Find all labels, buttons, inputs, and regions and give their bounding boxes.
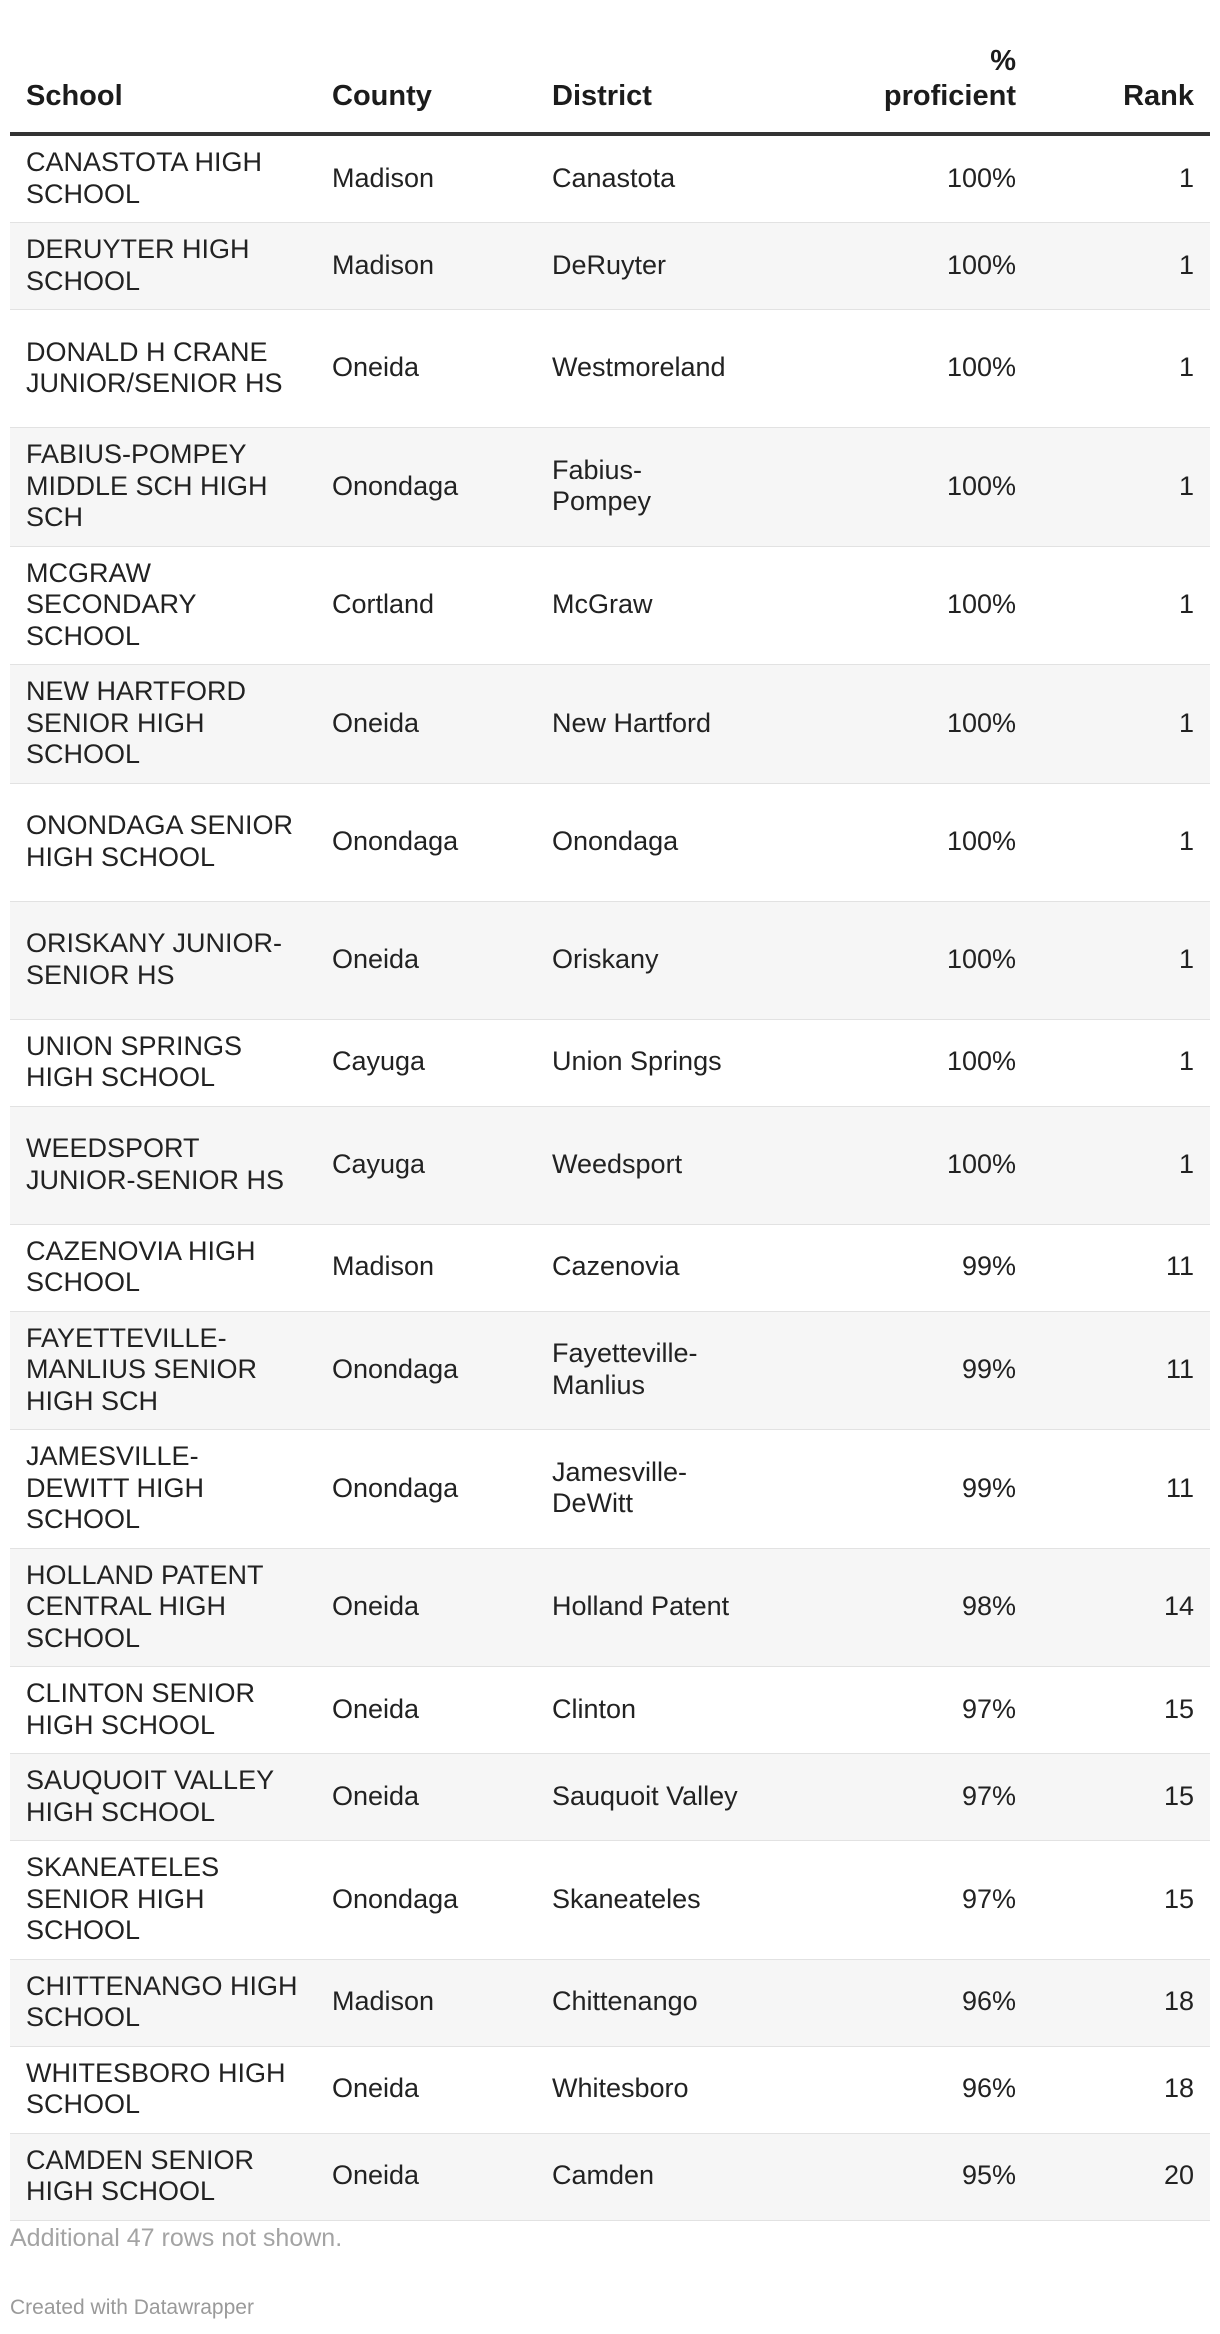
cell-school: DERUYTER HIGH SCHOOL bbox=[10, 223, 316, 310]
cell-rank: 1 bbox=[1020, 223, 1210, 310]
cell-school: CAMDEN SENIOR HIGH SCHOOL bbox=[10, 2133, 316, 2220]
table-row bbox=[10, 2133, 1210, 2220]
cell-percent-proficient: 100% bbox=[756, 310, 1020, 428]
table-row bbox=[10, 428, 1210, 547]
cell-district: McGraw bbox=[536, 546, 756, 665]
cell-school: ONONDAGA SENIOR HIGH SCHOOL bbox=[10, 783, 316, 901]
cell-percent-proficient: 100% bbox=[756, 428, 1020, 547]
table-row bbox=[10, 665, 1210, 784]
cell-school: ORISKANY JUNIOR-SENIOR HS bbox=[10, 901, 316, 1019]
cell-rank: 15 bbox=[1020, 1841, 1210, 1960]
cell-percent-proficient: 100% bbox=[756, 546, 1020, 665]
header-district[interactable]: District bbox=[536, 0, 756, 134]
cell-county: Madison bbox=[316, 134, 536, 223]
cell-school: SKANEATELES SENIOR HIGH SCHOOL bbox=[10, 1841, 316, 1960]
cell-percent-proficient: 98% bbox=[756, 1548, 1020, 1667]
cell-county: Onondaga bbox=[316, 1311, 536, 1430]
cell-percent-proficient: 97% bbox=[756, 1841, 1020, 1960]
cell-district: Sauquoit Valley bbox=[536, 1754, 756, 1841]
cell-rank: 1 bbox=[1020, 428, 1210, 547]
table-body bbox=[10, 134, 1210, 2220]
table-row bbox=[10, 1106, 1210, 1224]
table-container bbox=[10, 0, 1210, 2221]
cell-school: WEEDSPORT JUNIOR-SENIOR HS bbox=[10, 1106, 316, 1224]
cell-county: Oneida bbox=[316, 2133, 536, 2220]
cell-district: Fabius-Pompey bbox=[536, 428, 756, 547]
table-row bbox=[10, 546, 1210, 665]
cell-district: Fayetteville-Manlius bbox=[536, 1311, 756, 1430]
cell-county: Oneida bbox=[316, 1667, 536, 1754]
cell-district: Onondaga bbox=[536, 783, 756, 901]
header-rank[interactable]: Rank bbox=[1020, 0, 1210, 134]
cell-district: Weedsport bbox=[536, 1106, 756, 1224]
cell-rank: 15 bbox=[1020, 1667, 1210, 1754]
header-school[interactable]: School bbox=[10, 0, 316, 134]
cell-rank: 1 bbox=[1020, 1019, 1210, 1106]
cell-district: New Hartford bbox=[536, 665, 756, 784]
cell-school: DONALD H CRANE JUNIOR/SENIOR HS bbox=[10, 310, 316, 428]
table-header-row bbox=[10, 0, 1210, 134]
table-row bbox=[10, 1430, 1210, 1549]
table-row bbox=[10, 1667, 1210, 1754]
cell-percent-proficient: 95% bbox=[756, 2133, 1020, 2220]
cell-school: CHITTENANGO HIGH SCHOOL bbox=[10, 1959, 316, 2046]
cell-county: Madison bbox=[316, 223, 536, 310]
cell-percent-proficient: 97% bbox=[756, 1754, 1020, 1841]
table-row bbox=[10, 1311, 1210, 1430]
data-table bbox=[10, 0, 1210, 2221]
cell-district: Whitesboro bbox=[536, 2046, 756, 2133]
cell-county: Onondaga bbox=[316, 428, 536, 547]
cell-county: Cayuga bbox=[316, 1019, 536, 1106]
cell-rank: 14 bbox=[1020, 1548, 1210, 1667]
table-row bbox=[10, 223, 1210, 310]
header-percent-proficient[interactable]: % proficient bbox=[756, 0, 1020, 134]
table-row bbox=[10, 2046, 1210, 2133]
table-row bbox=[10, 783, 1210, 901]
cell-school: CAZENOVIA HIGH SCHOOL bbox=[10, 1224, 316, 1311]
cell-county: Onondaga bbox=[316, 783, 536, 901]
cell-school: WHITESBORO HIGH SCHOOL bbox=[10, 2046, 316, 2133]
cell-rank: 11 bbox=[1020, 1224, 1210, 1311]
cell-county: Onondaga bbox=[316, 1841, 536, 1960]
cell-rank: 1 bbox=[1020, 901, 1210, 1019]
cell-county: Oneida bbox=[316, 1548, 536, 1667]
table-row bbox=[10, 1959, 1210, 2046]
cell-school: CLINTON SENIOR HIGH SCHOOL bbox=[10, 1667, 316, 1754]
cell-rank: 1 bbox=[1020, 665, 1210, 784]
cell-rank: 15 bbox=[1020, 1754, 1210, 1841]
cell-district: Union Springs bbox=[536, 1019, 756, 1106]
cell-rank: 18 bbox=[1020, 2046, 1210, 2133]
cell-rank: 20 bbox=[1020, 2133, 1210, 2220]
cell-county: Onondaga bbox=[316, 1430, 536, 1549]
cell-rank: 18 bbox=[1020, 1959, 1210, 2046]
table-row bbox=[10, 901, 1210, 1019]
cell-county: Oneida bbox=[316, 901, 536, 1019]
cell-percent-proficient: 99% bbox=[756, 1430, 1020, 1549]
cell-percent-proficient: 99% bbox=[756, 1224, 1020, 1311]
cell-percent-proficient: 96% bbox=[756, 1959, 1020, 2046]
table-row bbox=[10, 1754, 1210, 1841]
cell-percent-proficient: 100% bbox=[756, 134, 1020, 223]
cell-percent-proficient: 100% bbox=[756, 665, 1020, 784]
cell-district: Oriskany bbox=[536, 901, 756, 1019]
cell-county: Oneida bbox=[316, 1754, 536, 1841]
cell-percent-proficient: 97% bbox=[756, 1667, 1020, 1754]
cell-rank: 11 bbox=[1020, 1430, 1210, 1549]
cell-county: Madison bbox=[316, 1959, 536, 2046]
cell-percent-proficient: 100% bbox=[756, 223, 1020, 310]
cell-county: Cayuga bbox=[316, 1106, 536, 1224]
cell-rank: 1 bbox=[1020, 783, 1210, 901]
cell-percent-proficient: 100% bbox=[756, 1106, 1020, 1224]
cell-percent-proficient: 96% bbox=[756, 2046, 1020, 2133]
cell-percent-proficient: 100% bbox=[756, 783, 1020, 901]
cell-county: Oneida bbox=[316, 2046, 536, 2133]
cell-school: FABIUS-POMPEY MIDDLE SCH HIGH SCH bbox=[10, 428, 316, 547]
cell-county: Oneida bbox=[316, 310, 536, 428]
cell-district: Canastota bbox=[536, 134, 756, 223]
cell-district: Camden bbox=[536, 2133, 756, 2220]
cell-school: SAUQUOIT VALLEY HIGH SCHOOL bbox=[10, 1754, 316, 1841]
cell-school: MCGRAW SECONDARY SCHOOL bbox=[10, 546, 316, 665]
cell-percent-proficient: 99% bbox=[756, 1311, 1020, 1430]
cell-district: DeRuyter bbox=[536, 223, 756, 310]
cell-percent-proficient: 100% bbox=[756, 901, 1020, 1019]
cell-district: Cazenovia bbox=[536, 1224, 756, 1311]
cell-rank: 1 bbox=[1020, 134, 1210, 223]
cell-rank: 11 bbox=[1020, 1311, 1210, 1430]
table-row bbox=[10, 1019, 1210, 1106]
cell-school: CANASTOTA HIGH SCHOOL bbox=[10, 134, 316, 223]
table-row bbox=[10, 1841, 1210, 1960]
cell-district: Holland Patent bbox=[536, 1548, 756, 1667]
cell-district: Skaneateles bbox=[536, 1841, 756, 1960]
cell-county: Oneida bbox=[316, 665, 536, 784]
cell-school: FAYETTEVILLE-MANLIUS SENIOR HIGH SCH bbox=[10, 1311, 316, 1430]
table-row bbox=[10, 310, 1210, 428]
table-row bbox=[10, 1548, 1210, 1667]
cell-school: UNION SPRINGS HIGH SCHOOL bbox=[10, 1019, 316, 1106]
cell-percent-proficient: 100% bbox=[756, 1019, 1020, 1106]
cell-school: NEW HARTFORD SENIOR HIGH SCHOOL bbox=[10, 665, 316, 784]
table-row bbox=[10, 1224, 1210, 1311]
cell-county: Madison bbox=[316, 1224, 536, 1311]
cell-school: HOLLAND PATENT CENTRAL HIGH SCHOOL bbox=[10, 1548, 316, 1667]
cell-district: Jamesville-DeWitt bbox=[536, 1430, 756, 1549]
cell-rank: 1 bbox=[1020, 310, 1210, 428]
cell-county: Cortland bbox=[316, 546, 536, 665]
cell-district: Chittenango bbox=[536, 1959, 756, 2046]
cell-district: Clinton bbox=[536, 1667, 756, 1754]
header-county[interactable]: County bbox=[316, 0, 536, 134]
credit-line: Created with Datawrapper bbox=[10, 2296, 254, 2319]
cell-school: JAMESVILLE-DEWITT HIGH SCHOOL bbox=[10, 1430, 316, 1549]
cell-rank: 1 bbox=[1020, 546, 1210, 665]
footnote: Additional 47 rows not shown. bbox=[10, 2224, 343, 2252]
cell-rank: 1 bbox=[1020, 1106, 1210, 1224]
table-row bbox=[10, 134, 1210, 223]
cell-district: Westmoreland bbox=[536, 310, 756, 428]
